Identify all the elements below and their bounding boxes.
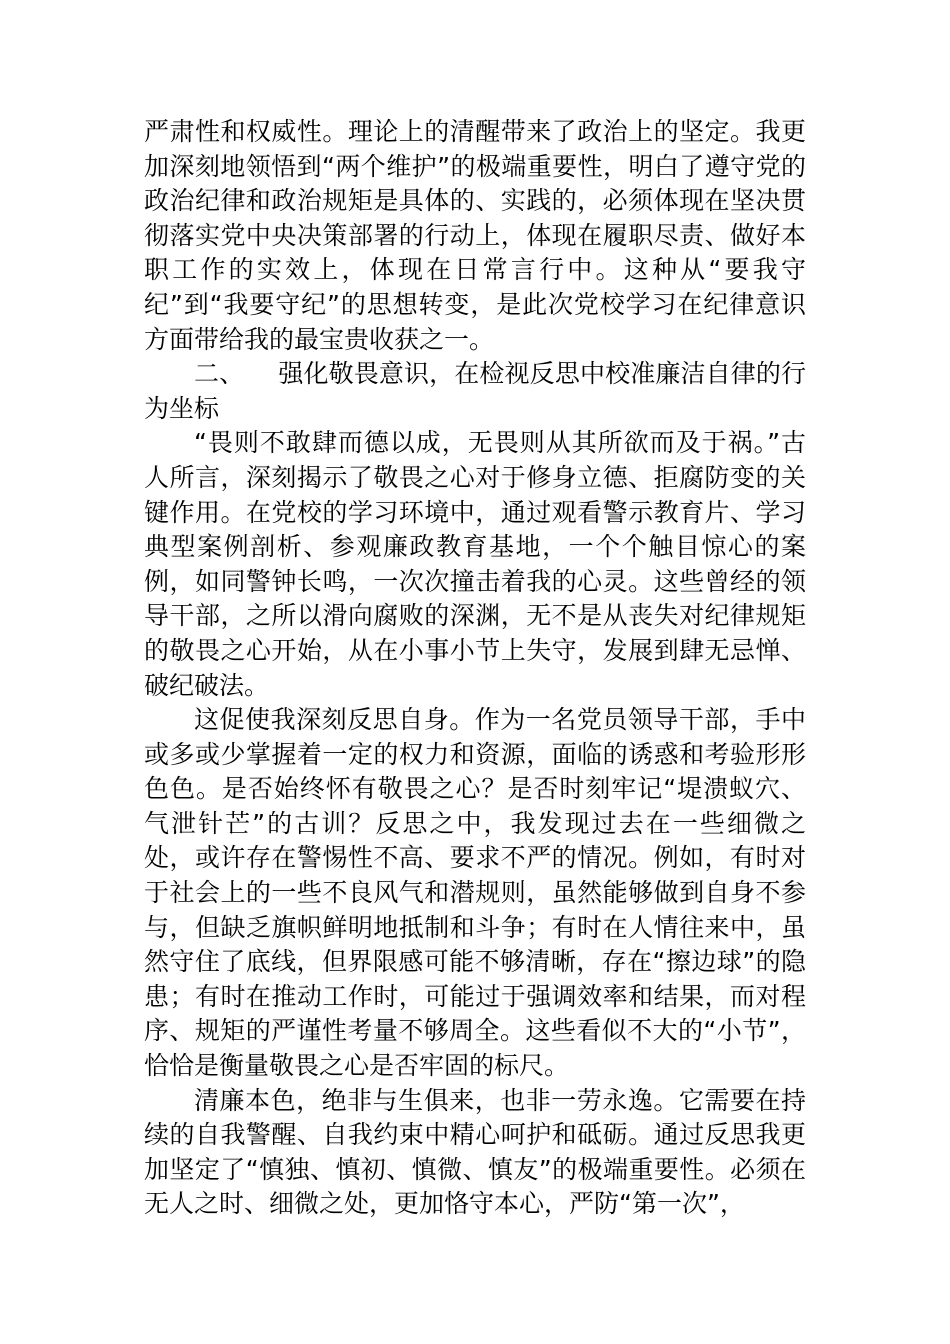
paragraph-reflection: 这促使我深刻反思自身。作为一名党员领导干部，手中或多或少掌握着一定的权力和资源，面临的诱惑和考验形形色色。是否始终怀有敬畏之心？是否时刻牢记“堤溃蚁穴、气泄针芒”的古训？反思之中，我发现过去在一些细微之处，或许存在警惕性不高、要求不严的情况。例如，有时对于社会上的一些不良风气和潜规则，虽然能够做到自身不参与，但缺乏旗帜鲜明地抵制和斗争；有时在人情往来中，虽然守住了底线，但界限感可能不够清晰，存在“擦边球”的隐患；有时在推动工作时，可能过于强调效率和结果，而对程序、规矩的严谨性考量不够周全。这些看似不大的“小节”，恰恰是衡量敬畏之心是否牢固的标尺。	[144, 705, 806, 1081]
paragraph-integrity: 清廉本色，绝非与生俱来，也非一劳永逸。它需要在持续的自我警醒、自我约束中精心呵护和砥砺。通过反思我更加坚定了“慎独、慎初、慎微、慎友”的极端重要性。必须在无人之时、细微之处，更加恪守本心，严防“第一次”，	[144, 1085, 806, 1219]
paragraph-quote: “畏则不敢肆而德以成，无畏则从其所欲而及于祸。”古人所言，深刻揭示了敬畏之心对于修身立德、拒腐防变的关键作用。在党校的学习环境中，通过观看警示教育片、学习典型案例剖析、参观廉政教育基地，一个个触目惊心的案例，如同警钟长鸣，一次次撞击着我的心灵。这些曾经的领导干部，之所以滑向腐败的深渊，无不是从丧失对纪律规矩的敬畏之心开始，从在小事小节上失守，发展到肆无忌惮、破纪破法。	[144, 428, 806, 700]
section-heading-text: 强化敬畏意识，在检视反思中校准廉洁自律的行为坐标	[144, 359, 806, 423]
section-heading	[144, 357, 806, 426]
document-page	[144, 115, 806, 1222]
paragraph-continuation: 严肃性和权威性。理论上的清醒带来了政治上的坚定。我更加深刻地领悟到“两个维护”的极端重要性，明白了遵守党的政治纪律和政治规矩是具体的、实践的，必须体现在坚决贯彻落实党中央决策部署的行动上，体现在履职尽责、做好本职工作的实效上，体现在日常言行中。这种从“要我守纪”到“我要守纪”的思想转变，是此次党校学习在纪律意识方面带给我的最宝贵收获之一。	[144, 117, 806, 354]
section-heading-number: 二、	[194, 359, 245, 389]
